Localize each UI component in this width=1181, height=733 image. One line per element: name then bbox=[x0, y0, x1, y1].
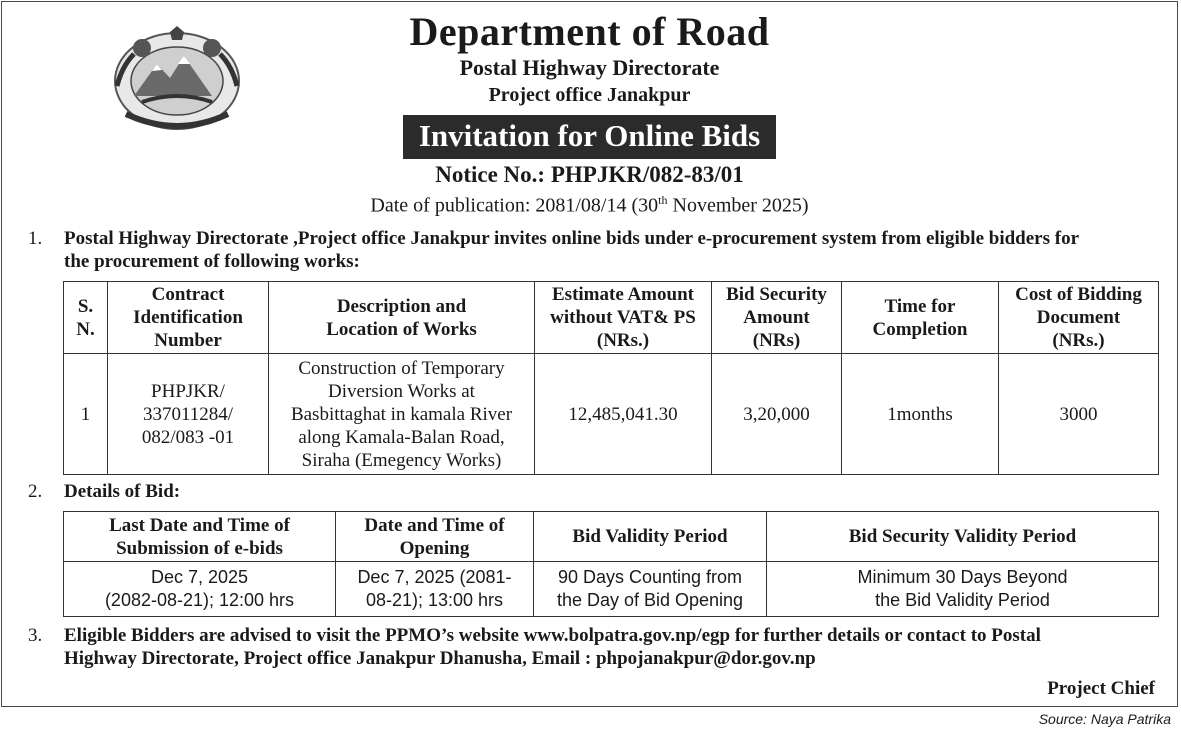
cell-doc-cost: 3000 bbox=[999, 354, 1159, 475]
bid-table-header bbox=[64, 512, 1159, 562]
works-table-header bbox=[64, 282, 1159, 354]
office-title: Project office Janakpur bbox=[488, 84, 691, 106]
cell-contract-id: PHPJKR/ 337011284/ 082/083 -01 bbox=[108, 354, 269, 475]
notice-number: Notice No.: PHPJKR/082-83/01 bbox=[435, 162, 744, 187]
section-1-number: 1. bbox=[28, 228, 43, 249]
section-1-line2: the procurement of following works: bbox=[64, 251, 360, 272]
section-3-number: 3. bbox=[28, 625, 43, 646]
department-title: Department of Road bbox=[409, 9, 770, 54]
table-row bbox=[64, 562, 1159, 617]
works-table bbox=[63, 281, 1159, 475]
header-estimate: Estimate Amount without VAT& PS (NRs.) bbox=[535, 282, 712, 354]
section-3-line2: Highway Directorate, Project office Janakpur Dhanusha, Email : phpojanakpur@dor.gov.np bbox=[64, 648, 816, 669]
header-description: Description and Location of Works bbox=[269, 282, 535, 354]
pub-date-suffix: November 2025) bbox=[667, 194, 809, 217]
header-validity: Bid Validity Period bbox=[534, 512, 767, 562]
section-2-text: Details of Bid: bbox=[64, 481, 181, 502]
header-completion: Time for Completion bbox=[842, 282, 999, 354]
pub-date-sup: th bbox=[658, 193, 668, 207]
header-contract-id: Contract Identification Number bbox=[108, 282, 269, 354]
signature: Project Chief bbox=[1047, 678, 1155, 699]
invitation-banner: Invitation for Online Bids bbox=[403, 115, 776, 159]
header-security-validity: Bid Security Validity Period bbox=[767, 512, 1159, 562]
cell-bid-security: 3,20,000 bbox=[712, 354, 842, 475]
cell-opening: Dec 7, 2025 (2081- 08-21); 13:00 hrs bbox=[336, 562, 534, 617]
section-3-text bbox=[64, 624, 1041, 670]
cell-description: Construction of Temporary Diversion Works at Basbittaghat in kamala River along Kamala-Balan Road, Siraha (Emegency Works) bbox=[269, 354, 535, 475]
directorate-title: Postal Highway Directorate bbox=[459, 55, 720, 80]
header-doc-cost: Cost of Bidding Document (NRs.) bbox=[999, 282, 1159, 354]
header-bid-security: Bid Security Amount (NRs) bbox=[712, 282, 842, 354]
section-3-line1: Eligible Bidders are advised to visit the PPMO’s website www.bolpatra.gov.np/egp for further details or contact to Postal bbox=[64, 625, 1041, 646]
cell-last-date: Dec 7, 2025 (2082-08-21); 12:00 hrs bbox=[64, 562, 336, 617]
header-last-date: Last Date and Time of Submission of e-bids bbox=[64, 512, 336, 562]
section-1-line1: Postal Highway Directorate ,Project office Janakpur invites online bids under e-procurement system from eligible bidders for bbox=[64, 228, 1079, 249]
cell-estimate: 12,485,041.30 bbox=[535, 354, 712, 475]
pub-date-prefix: Date of publication: 2081/08/14 (30 bbox=[370, 194, 659, 217]
section-1-text bbox=[64, 227, 1079, 273]
header-sn: S. N. bbox=[64, 282, 108, 354]
table-row bbox=[64, 354, 1159, 475]
notice-advertisement bbox=[1, 1, 1178, 707]
cell-validity: 90 Days Counting from the Day of Bid Opening bbox=[534, 562, 767, 617]
publication-date bbox=[2, 193, 1177, 218]
source-credit: Source: Naya Patrika bbox=[1038, 711, 1171, 727]
cell-sn: 1 bbox=[64, 354, 108, 475]
bid-details-table bbox=[63, 511, 1159, 617]
cell-completion: 1months bbox=[842, 354, 999, 475]
section-2-number: 2. bbox=[28, 481, 43, 502]
cell-security-validity: Minimum 30 Days Beyond the Bid Validity Period bbox=[767, 562, 1159, 617]
header-opening: Date and Time of Opening bbox=[336, 512, 534, 562]
banner-wrapper bbox=[2, 115, 1177, 159]
